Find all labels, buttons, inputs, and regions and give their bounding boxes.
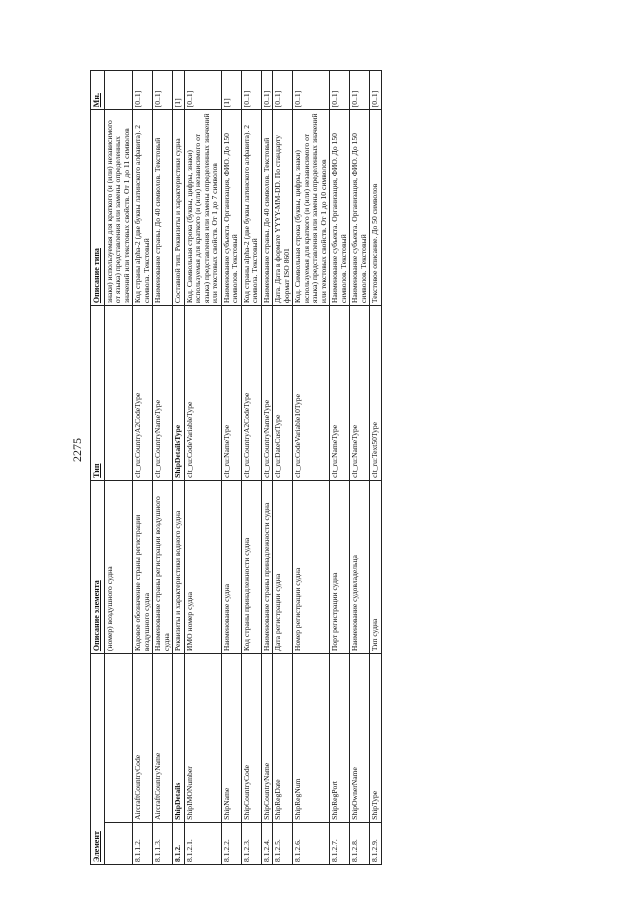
row-multiplicity: [1] xyxy=(221,71,241,110)
row-element-description: Наименование судна xyxy=(221,480,241,653)
spec-table xyxy=(90,70,382,865)
table-row xyxy=(104,71,133,865)
row-type xyxy=(104,306,133,481)
row-type: clt_ru:NameType xyxy=(221,306,241,481)
row-element-name: ShipOwnerName xyxy=(350,654,370,823)
row-type-description: Наименование субъекта. Организация, ФИО. До 150 символов. Текстовый xyxy=(350,110,370,306)
row-number: 8.1.2.1. xyxy=(184,822,221,864)
row-type-description: Наименование субъекта. Организация, ФИО. До 150 символов. Текстовый xyxy=(221,110,241,306)
table-row xyxy=(350,71,370,865)
row-type-description: Дата. Дата в формате YYYY-MM-DD. По стандарту формат ISO 8601 xyxy=(273,110,293,306)
row-element-name: ShipDetails xyxy=(173,654,185,823)
row-element-name: ShipType xyxy=(370,654,382,823)
table-row xyxy=(370,71,382,865)
row-element-description: (номер) воздушного судна xyxy=(104,480,133,653)
row-element-description: Наименование судовладельца xyxy=(350,480,370,653)
row-multiplicity: [0..1] xyxy=(273,71,293,110)
row-number: 8.1.1.3. xyxy=(153,822,173,864)
row-element-name: AircraftCountryCode xyxy=(133,654,153,823)
table-row xyxy=(261,71,273,865)
row-multiplicity: [0..1] xyxy=(153,71,173,110)
row-element-description: ИМО номер судна xyxy=(184,480,221,653)
row-element-name xyxy=(104,654,133,823)
header-element-description: Описание элемента xyxy=(91,480,105,653)
row-type: clt_ru:CodeVariable10Type xyxy=(293,306,330,481)
row-type-description: Наименование страны. До 40 символов. Текстовый xyxy=(153,110,173,306)
row-element-description: Дата регистрации судна xyxy=(273,480,293,653)
row-element-description: Наименование страны регистрации воздушного судна xyxy=(153,480,173,653)
row-multiplicity xyxy=(104,71,133,110)
table-row xyxy=(330,71,350,865)
row-element-description: Реквизиты и характеристики водного судна xyxy=(173,480,185,653)
table-row xyxy=(133,71,153,865)
row-type: clt_ru:CountryA2CodeType xyxy=(241,306,261,481)
row-element-description: Номер регистрации судна xyxy=(293,480,330,653)
row-element-name: ShipCountryName xyxy=(261,654,273,823)
row-type: clt_ru:CountryNameType xyxy=(261,306,273,481)
row-type-description: Код. Символьная строка (буквы, цифры, знаки) используемая для краткого (и (или) независимого от языка) представления или замены определенных значений или текстовых свойств. От 1 до 7 символов xyxy=(184,110,221,306)
page-number: 2275 xyxy=(70,438,84,462)
row-type-description: знаки) используемая для краткого (и (или) независимого от языка) представления или замены определенных значений или текстовых свойств. От 1 до 11 символов xyxy=(104,110,133,306)
row-type-description: Текстовое описание. До 50 символов xyxy=(370,110,382,306)
row-multiplicity: [0..1] xyxy=(133,71,153,110)
table-row xyxy=(293,71,330,865)
row-number: 8.1.1.2. xyxy=(133,822,153,864)
table-row xyxy=(153,71,173,865)
row-number: 8.1.2.9. xyxy=(370,822,382,864)
row-element-name: ShipName xyxy=(221,654,241,823)
row-type: clt_ru:Text50Type xyxy=(370,306,382,481)
row-type: ShipDetailsType xyxy=(173,306,185,481)
row-multiplicity: [0..1] xyxy=(241,71,261,110)
row-type-description: Код страны alpha-2 (две буквы латинского алфавита). 2 символа. Текстовый xyxy=(133,110,153,306)
row-element-name: ShipCountryCode xyxy=(241,654,261,823)
row-number: 8.1.2.7. xyxy=(330,822,350,864)
table-row xyxy=(273,71,293,865)
row-element-name: ShipRegPort xyxy=(330,654,350,823)
row-element-description: Код страны принадлежности судна xyxy=(241,480,261,653)
row-type: clt_ru:NameType xyxy=(330,306,350,481)
header-element: Элемент xyxy=(91,654,105,865)
table-row xyxy=(241,71,261,865)
row-multiplicity: [0..1] xyxy=(293,71,330,110)
table-header-row xyxy=(91,71,105,865)
header-type-description: Описание типа xyxy=(91,110,105,306)
row-element-name: ShipIMONumber xyxy=(184,654,221,823)
row-element-description: Порт регистрации судна xyxy=(330,480,350,653)
row-multiplicity: [0..1] xyxy=(350,71,370,110)
row-multiplicity: [0..1] xyxy=(370,71,382,110)
row-number: 8.1.2.3. xyxy=(241,822,261,864)
table-row xyxy=(221,71,241,865)
row-number: 8.1.2.5. xyxy=(273,822,293,864)
row-number: 8.1.2. xyxy=(173,822,185,864)
table-row xyxy=(173,71,185,865)
header-multiplicity: Мн. xyxy=(91,71,105,110)
header-type: Тип xyxy=(91,306,105,481)
row-number: 8.1.2.8. xyxy=(350,822,370,864)
row-element-name: ShipRegDate xyxy=(273,654,293,823)
row-multiplicity: [1] xyxy=(173,71,185,110)
row-type: clt_ru:CountryNameType xyxy=(153,306,173,481)
row-type: clt_ru:CountryA2CodeType xyxy=(133,306,153,481)
row-element-description: Кодовое обозначение страны регистрации воздушного судна xyxy=(133,480,153,653)
row-type: clt_ru:NameType xyxy=(350,306,370,481)
row-element-description: Тип судна xyxy=(370,480,382,653)
row-element-name: AircraftCountryName xyxy=(153,654,173,823)
row-element-name: ShipRegNum xyxy=(293,654,330,823)
table-row xyxy=(184,71,221,865)
row-number: 8.1.2.6. xyxy=(293,822,330,864)
row-multiplicity: [0..1] xyxy=(261,71,273,110)
row-number: 8.1.2.2. xyxy=(221,822,241,864)
row-multiplicity: [0..1] xyxy=(184,71,221,110)
row-type-description: Наименование страны. До 40 символов. Текстовый xyxy=(261,110,273,306)
row-type: clt_ru:DateCustType xyxy=(273,306,293,481)
row-type-description: Код. Символьная строка (буквы, цифры, знаки) используемая для краткого (и (или) независимого от языка) представления или замены определенных значений или текстовых свойств. От 1 до 10 символов xyxy=(293,110,330,306)
row-type-description: Код страны alpha-2 (две буквы латинского алфавита). 2 символа. Текстовый xyxy=(241,110,261,306)
row-multiplicity: [0..1] xyxy=(330,71,350,110)
row-number: 8.1.2.4. xyxy=(261,822,273,864)
row-element-description: Наименование страны принадлежности судна xyxy=(261,480,273,653)
row-type: clt_ru:CodeVariableType xyxy=(184,306,221,481)
row-number xyxy=(104,822,133,864)
rotated-table-wrapper xyxy=(90,70,520,865)
row-type-description: Наименование субъекта. Организация, ФИО. До 150 символов. Текстовый xyxy=(330,110,350,306)
row-type-description: Составной тип. Реквизиты и характеристики судна xyxy=(173,110,185,306)
table-body xyxy=(104,71,381,865)
